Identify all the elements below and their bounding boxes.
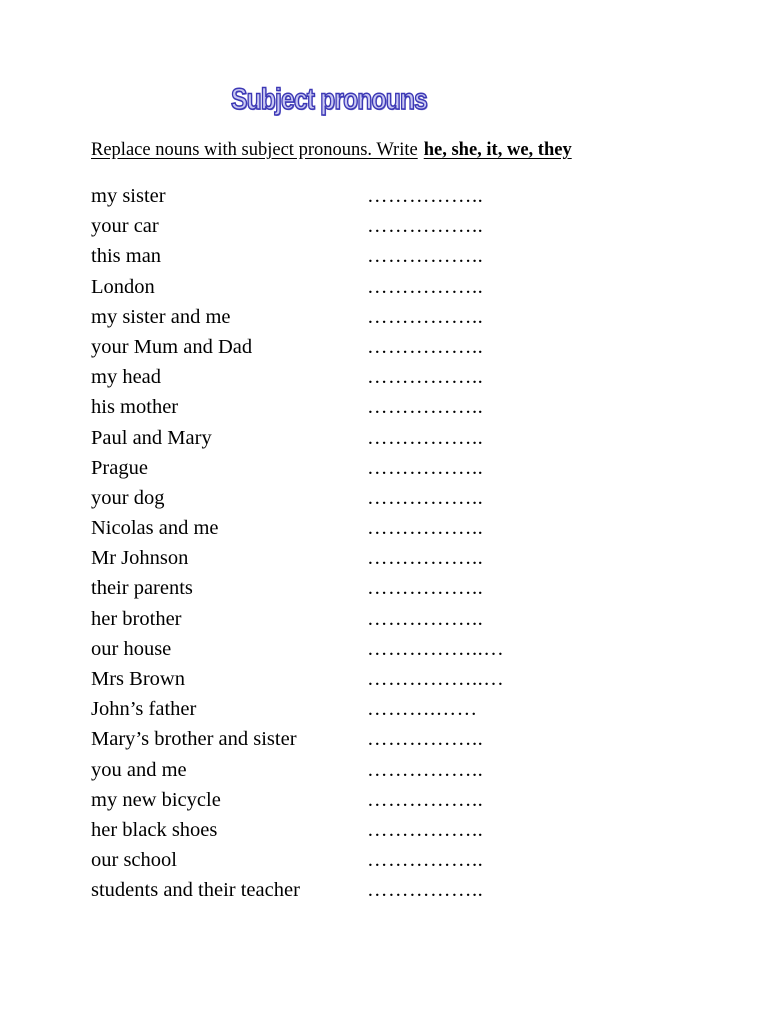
noun-phrase: Nicolas and me (91, 517, 219, 540)
noun-phrase: your car (91, 215, 159, 238)
exercise-item (91, 785, 591, 815)
answer-blank[interactable]: …………….. (367, 275, 484, 298)
noun-phrase: his mother (91, 396, 179, 419)
noun-phrase: her brother (91, 607, 182, 630)
exercise-item (91, 392, 591, 422)
answer-blank[interactable]: …………….. (367, 818, 484, 841)
answer-blank[interactable]: …………….. (367, 728, 484, 751)
answer-blank[interactable]: …………….. (367, 486, 484, 509)
exercise-item (91, 815, 591, 845)
exercise-item (91, 272, 591, 302)
exercise-item (91, 332, 591, 362)
answer-blank[interactable]: …………….. (367, 396, 484, 419)
exercise-item (91, 362, 591, 392)
exercise-item (91, 604, 591, 634)
exercise-item (91, 543, 591, 573)
noun-phrase: their parents (91, 577, 193, 600)
exercise-item (91, 211, 591, 241)
noun-phrase: your dog (91, 486, 165, 509)
answer-blank[interactable]: ……………..… (367, 637, 505, 660)
noun-phrase: students and their teacher (91, 879, 300, 902)
noun-phrase: our house (91, 637, 172, 660)
exercise-item (91, 423, 591, 453)
noun-phrase: Mr Johnson (91, 547, 189, 570)
answer-blank[interactable]: ……….…… (367, 698, 478, 721)
exercise-item (91, 573, 591, 603)
exercise-item (91, 664, 591, 694)
exercise-list (91, 181, 591, 906)
instruction-line (91, 139, 572, 161)
answer-blank[interactable]: …………….. (367, 607, 484, 630)
answer-blank[interactable]: …………….. (367, 215, 484, 238)
answer-blank[interactable]: …………….. (367, 426, 484, 449)
noun-phrase: my head (91, 366, 162, 389)
noun-phrase: Paul and Mary (91, 426, 212, 449)
exercise-item (91, 302, 591, 332)
noun-phrase: John’s father (91, 698, 197, 721)
noun-phrase: my new bicycle (91, 788, 221, 811)
answer-blank[interactable]: …………….. (367, 366, 484, 389)
answer-blank[interactable]: …………….. (367, 547, 484, 570)
noun-phrase: Mary’s brother and sister (91, 728, 297, 751)
exercise-item (91, 724, 591, 754)
answer-blank[interactable]: …………….. (367, 849, 484, 872)
noun-phrase: you and me (91, 758, 187, 781)
answer-blank[interactable]: …………….. (367, 577, 484, 600)
exercise-item (91, 483, 591, 513)
answer-blank[interactable]: …………….. (367, 456, 484, 479)
exercise-item (91, 513, 591, 543)
answer-blank[interactable]: …………….. (367, 305, 484, 328)
exercise-item (91, 875, 591, 905)
noun-phrase: Prague (91, 456, 148, 479)
answer-blank[interactable]: …………….. (367, 879, 484, 902)
exercise-item (91, 694, 591, 724)
noun-phrase: our school (91, 849, 177, 872)
exercise-item (91, 181, 591, 211)
answer-blank[interactable]: …………….. (367, 517, 484, 540)
noun-phrase: this man (91, 245, 162, 268)
answer-blank[interactable]: …………….. (367, 758, 484, 781)
exercise-item (91, 453, 591, 483)
instruction-text: Replace nouns with subject pronouns. Write (91, 140, 418, 160)
exercise-item (91, 845, 591, 875)
pronoun-choices: he, she, it, we, they (423, 140, 572, 160)
noun-phrase: your Mum and Dad (91, 335, 253, 358)
answer-blank[interactable]: …………….. (367, 245, 484, 268)
exercise-item (91, 755, 591, 785)
noun-phrase: my sister and me (91, 305, 231, 328)
noun-phrase: her black shoes (91, 818, 218, 841)
exercise-item (91, 241, 591, 271)
answer-blank[interactable]: …………….. (367, 185, 484, 207)
answer-blank[interactable]: …………….. (367, 335, 484, 358)
answer-blank[interactable]: …………….. (367, 788, 484, 811)
exercise-item (91, 634, 591, 664)
noun-phrase: my sister (91, 185, 166, 207)
answer-blank[interactable]: ……………..… (367, 668, 505, 690)
worksheet-title: Subject pronouns (231, 83, 427, 116)
noun-phrase: London (91, 275, 155, 298)
noun-phrase: Mrs Brown (91, 668, 185, 690)
